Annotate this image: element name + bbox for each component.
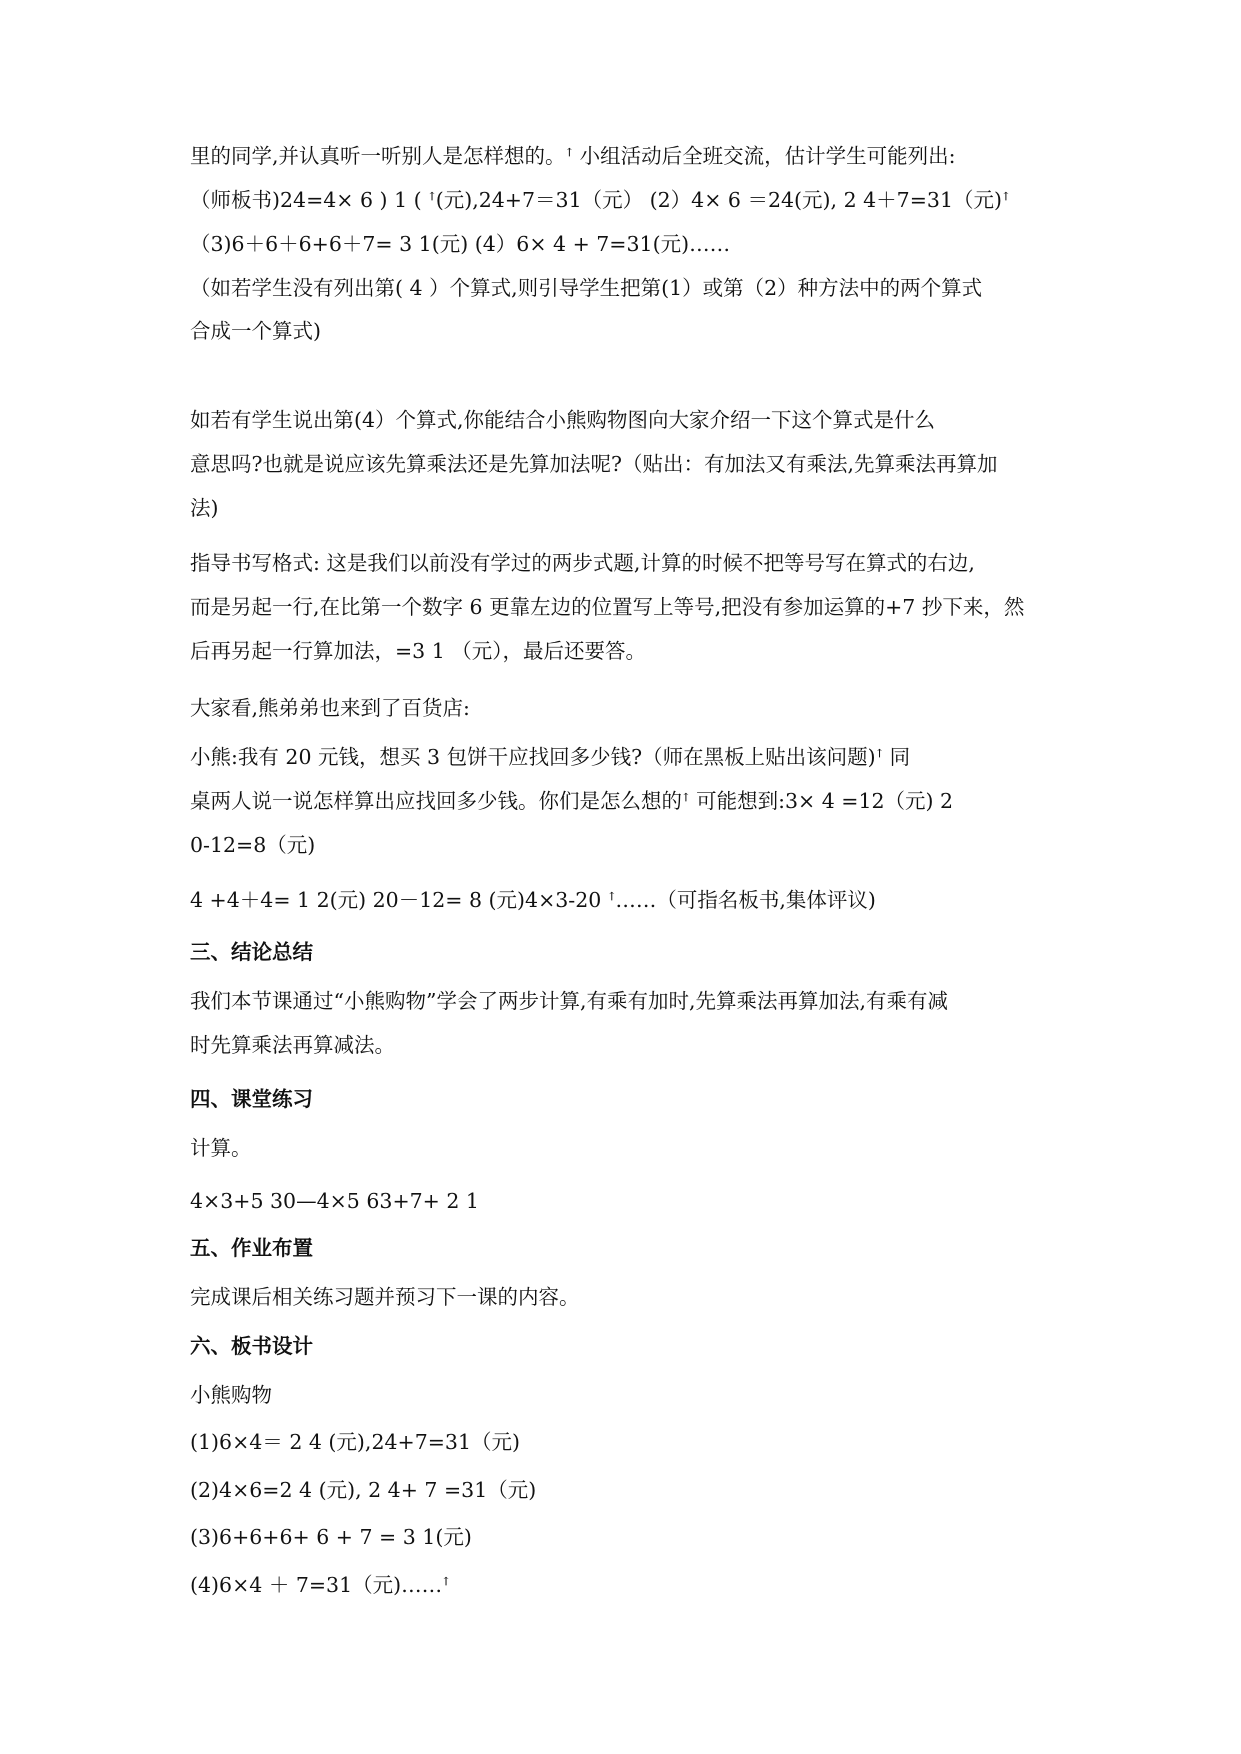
text-line: 指导书写格式: 这是我们以前没有学过的两步式题,计算的时候不把等号写在算式的右边, <box>190 551 975 575</box>
text-line: (2)4×6=2 4 (元), 2 4+ 7 =31（元) <box>190 1478 537 1502</box>
text-line: 意思吗?也就是说应该先算乘法还是先算加法呢?（贴出：有加法又有乘法,先算乘法再算加 <box>190 452 998 476</box>
text-line: 大家看,熊弟弟也来到了百货店: <box>190 696 470 720</box>
text-line: 合成一个算式) <box>190 319 321 343</box>
text-line: 0-12=8（元) <box>190 833 316 857</box>
text-line: 小熊:我有 20 元钱，想买 3 包饼干应找回多少钱?（师在黑板上贴出该问题)ꜛ 同 <box>190 745 911 769</box>
text-line: 后再另起一行算加法，=3 1 （元），最后还要答。 <box>190 639 647 663</box>
text-line: (1)6×4＝ 2 4 (元),24+7=31（元) <box>190 1430 521 1454</box>
text-line: 而是另起一行,在比第一个数字 6 更靠左边的位置写上等号,把没有参加运算的+7 抄下来，然 <box>190 595 1025 619</box>
text-line: 小熊购物 <box>190 1383 272 1407</box>
text-line: 时先算乘法再算减法。 <box>190 1033 395 1057</box>
section-heading: 三、结论总结 <box>190 940 313 964</box>
text-line: (4)6×4 ＋ 7=31（元)……ꜛ <box>190 1573 450 1597</box>
text-line: （如若学生没有列出第( 4 ）个算式,则引导学生把第(1）或第（2）种方法中的两个算式 <box>190 276 983 300</box>
section-heading: 六、板书设计 <box>190 1334 313 1358</box>
text-line: （师板书)24=4× 6 ) 1 ( ꜛ(元),24+7＝31（元） (2）4× 6 ＝24(元), 2 4＋7=31（元)ꜛ <box>190 188 1010 212</box>
text-line: 计算。 <box>190 1136 252 1160</box>
text-line: 4 +4＋4= 1 2(元) 20－12= 8 (元)4×3-20 ꜛ……（可指名板书,集体评议) <box>190 888 876 912</box>
text-line: 如若有学生说出第(4）个算式,你能结合小熊购物图向大家介绍一下这个算式是什么 <box>190 408 936 432</box>
text-line: (3)6+6+6+ 6 + 7 = 3 1(元) <box>190 1525 472 1549</box>
text-line: 完成课后相关练习题并预习下一课的内容。 <box>190 1285 580 1309</box>
text-line: 桌两人说一说怎样算出应找回多少钱。你们是怎么想的ꜛ 可能想到:3× 4 =12（元) 2 <box>190 789 954 813</box>
text-line: 里的同学,并认真听一听别人是怎样想的。ꜛ 小组活动后全班交流，估计学生可能列出: <box>190 144 956 168</box>
text-line: 4×3+5 30—4×5 63+7+ 2 1 <box>190 1189 479 1213</box>
text-line: 法) <box>190 496 219 520</box>
section-heading: 四、课堂练习 <box>190 1087 313 1111</box>
section-heading: 五、作业布置 <box>190 1236 313 1260</box>
text-line: 我们本节课通过“小熊购物”学会了两步计算,有乘有加时,先算乘法再算加法,有乘有减 <box>190 989 949 1013</box>
text-line: （3)6＋6＋6+6＋7= 3 1(元) (4）6× 4 + 7=31(元)…… <box>190 232 731 256</box>
